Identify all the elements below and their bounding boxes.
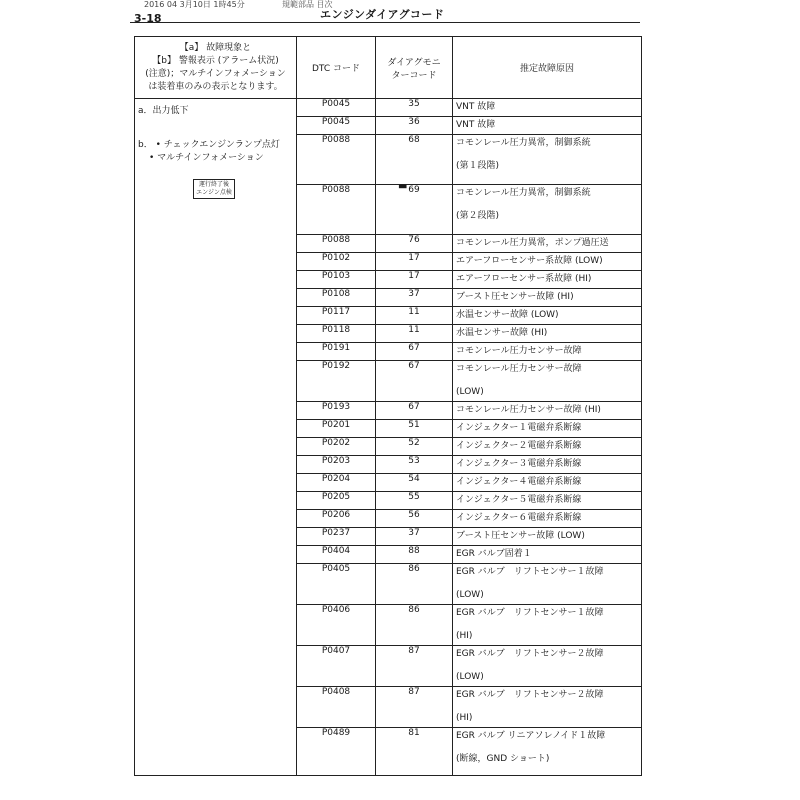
cause-text: EGR バルブ リフトセンサー２故障: [456, 649, 604, 659]
cause-cell: [453, 271, 642, 289]
dm-column-header: [376, 37, 453, 99]
dtc-code-cell: P0406: [297, 605, 376, 646]
cause-cell: [453, 687, 642, 728]
diag-monitor-code-cell: 88: [376, 546, 453, 564]
diag-monitor-code-cell: 67: [376, 361, 453, 402]
dtc-code-cell: P0405: [297, 564, 376, 605]
page-header: [130, 0, 650, 26]
cause-cell: [453, 185, 642, 235]
cause-text: EGR バルブ リフトセンサー１故障: [456, 608, 604, 618]
cause-text: コモンレール圧力異常，制御系統: [456, 138, 591, 148]
dtc-code-cell: P0088: [297, 185, 376, 235]
dtc-column-header: DTC コード: [297, 37, 376, 99]
cause-cell: [453, 646, 642, 687]
dtc-code-cell: P0201: [297, 420, 376, 438]
scan-mark: ▬: [398, 181, 408, 192]
diag-monitor-code-cell: 87: [376, 687, 453, 728]
symptom-header-line: 【b】 警報表示 (アラーム状況): [152, 55, 279, 66]
diag-monitor-code-cell: 55: [376, 492, 453, 510]
page-number: 3-18: [134, 12, 162, 25]
cause-cell: [453, 605, 642, 646]
dtc-code-cell: P0404: [297, 546, 376, 564]
diag-monitor-code-cell: 76: [376, 235, 453, 253]
cause-text: エアーフローセンサー系故障 (HI): [456, 274, 592, 284]
dtc-code-cell: P0407: [297, 646, 376, 687]
dtc-code-cell: P0191: [297, 343, 376, 361]
cause-cell: [453, 420, 642, 438]
cause-text: インジェクター５電磁弁系断線: [456, 495, 582, 505]
diag-monitor-code-cell: 51: [376, 420, 453, 438]
cause-text: インジェクター６電磁弁系断線: [456, 513, 582, 523]
diag-monitor-code-cell: 68: [376, 135, 453, 185]
diag-monitor-code-cell: 86: [376, 605, 453, 646]
warning-line: 運行終了後: [198, 181, 229, 188]
dtc-code-cell: P0045: [297, 99, 376, 117]
cause-text: 水温センサー故障 (LOW): [456, 310, 559, 320]
cause-cell: [453, 402, 642, 420]
cause-text: インジェクター４電磁弁系断線: [456, 477, 582, 487]
cause-text: EGR バルブ リフトセンサー１故障: [456, 567, 604, 577]
cause-text: インジェクター１電磁弁系断線: [456, 423, 582, 433]
symptom-header-line: は装着車のみの表示となります。: [148, 81, 283, 92]
diag-monitor-code-cell: 52: [376, 438, 453, 456]
dtc-code-cell: P0203: [297, 456, 376, 474]
cause-cell: [453, 361, 642, 402]
header-rule: [130, 22, 640, 23]
cause-cell: [453, 99, 642, 117]
cause-text: VNT 故障: [456, 102, 496, 112]
diag-monitor-code-cell: 81: [376, 728, 453, 776]
symptom-a: a．出力低下: [138, 106, 189, 116]
dtc-code-cell: P0205: [297, 492, 376, 510]
dtc-code-cell: P0103: [297, 271, 376, 289]
cause-note: (第２段階): [456, 211, 500, 221]
cause-cell: [453, 325, 642, 343]
symptom-header-line: 【a】 故障現象と: [179, 42, 252, 53]
cause-cell: [453, 289, 642, 307]
cause-cell: [453, 235, 642, 253]
cause-cell: [453, 456, 642, 474]
diag-monitor-code-cell: 54: [376, 474, 453, 492]
symptom-b: [138, 139, 293, 165]
dtc-code-cell: P0118: [297, 325, 376, 343]
diag-monitor-code-cell: 37: [376, 289, 453, 307]
cause-note: (LOW): [456, 590, 484, 600]
diag-monitor-code-cell: 37: [376, 528, 453, 546]
dtc-code-cell: P0088: [297, 135, 376, 185]
dtc-code-cell: P0204: [297, 474, 376, 492]
cause-cell: [453, 253, 642, 271]
diag-monitor-code-cell: 86: [376, 564, 453, 605]
cause-text: インジェクター２電磁弁系断線: [456, 441, 582, 451]
cause-text: ブースト圧センサー故障 (HI): [456, 292, 574, 302]
dm-header-line: ターコード: [391, 70, 437, 81]
print-info: 2016 04 3月10日 1時45分: [144, 0, 245, 9]
dtc-code-cell: P0237: [297, 528, 376, 546]
dtc-code-cell: P0193: [297, 402, 376, 420]
cause-cell: [453, 528, 642, 546]
cause-cell: [453, 728, 642, 776]
cause-cell: [453, 564, 642, 605]
cause-text: EGR バルブ リニアソレノイド１故障: [456, 731, 606, 741]
dtc-code-cell: P0206: [297, 510, 376, 528]
cause-note: (第１段階): [456, 161, 500, 171]
dtc-code-cell: P0088: [297, 235, 376, 253]
cause-cell: [453, 343, 642, 361]
cause-cell: [453, 135, 642, 185]
dtc-code-cell: P0192: [297, 361, 376, 402]
cause-cell: [453, 546, 642, 564]
cause-cell: [453, 492, 642, 510]
cause-text: コモンレール圧力センサー故障: [456, 364, 582, 374]
cause-cell: [453, 510, 642, 528]
symptom-b-line: b． • チェックエンジンランプ点灯: [138, 140, 280, 150]
cause-note: (断線，GND ショート): [456, 754, 550, 764]
diag-monitor-code-cell: 87: [376, 646, 453, 687]
cause-note: (LOW): [456, 387, 484, 397]
cause-text: コモンレール圧力異常，制御系統: [456, 188, 591, 198]
cause-column-header: 推定故障原因: [453, 37, 642, 99]
cause-note: (HI): [456, 631, 473, 641]
dtc-code-cell: P0045: [297, 117, 376, 135]
page-title: エンジンダイアグコード: [320, 8, 445, 21]
header-faint-text: 規範部品 目次: [282, 0, 333, 9]
cause-text: コモンレール圧力センサー故障 (HI): [456, 405, 601, 415]
cause-text: エアーフローセンサー系故障 (LOW): [456, 256, 603, 266]
cause-text: インジェクター３電磁弁系断線: [456, 459, 582, 469]
diag-monitor-code-cell: 67: [376, 343, 453, 361]
dtc-table: [134, 36, 642, 776]
dtc-code-cell: P0202: [297, 438, 376, 456]
diag-monitor-code-cell: 56: [376, 510, 453, 528]
symptom-b-line: • マルチインフォメーション: [149, 153, 264, 163]
symptom-header-line: (注意)；マルチインフォメーション: [145, 68, 286, 79]
dtc-code-cell: P0108: [297, 289, 376, 307]
warning-line: エンジン点検: [196, 189, 232, 196]
cause-text: ブースト圧センサー故障 (LOW): [456, 531, 585, 541]
cause-cell: [453, 474, 642, 492]
diag-monitor-code-cell: 11: [376, 307, 453, 325]
cause-note: (LOW): [456, 672, 484, 682]
diag-monitor-code-cell: 17: [376, 253, 453, 271]
diag-monitor-code-cell: 36: [376, 117, 453, 135]
cause-text: EGR バルブ固着１: [456, 549, 532, 559]
cause-text: EGR バルブ リフトセンサー２故障: [456, 690, 604, 700]
dtc-code-cell: P0102: [297, 253, 376, 271]
cause-note: (HI): [456, 713, 473, 723]
dtc-code-cell: P0489: [297, 728, 376, 776]
symptom-column-header: [135, 37, 297, 99]
symptom-cell: [135, 99, 297, 776]
diag-monitor-code-cell: 17: [376, 271, 453, 289]
diag-monitor-code-cell: 53: [376, 456, 453, 474]
cause-cell: [453, 438, 642, 456]
table-header-row: [135, 37, 642, 99]
cause-text: VNT 故障: [456, 120, 496, 130]
cause-text: コモンレール圧力異常，ポンプ過圧送: [456, 238, 609, 248]
dm-header-line: ダイアグモニ: [387, 57, 441, 68]
dtc-code-cell: P0408: [297, 687, 376, 728]
cause-cell: [453, 307, 642, 325]
diag-monitor-code-cell: 35: [376, 99, 453, 117]
cause-text: コモンレール圧力センサー故障: [456, 346, 582, 356]
diag-monitor-code-cell: 67: [376, 402, 453, 420]
diag-monitor-code-cell: 69: [376, 185, 453, 235]
diag-monitor-code-cell: 11: [376, 325, 453, 343]
warning-indicator-box: [193, 179, 235, 199]
cause-text: 水温センサー故障 (HI): [456, 328, 548, 338]
dtc-code-cell: P0117: [297, 307, 376, 325]
table-row: [135, 99, 642, 117]
cause-cell: [453, 117, 642, 135]
